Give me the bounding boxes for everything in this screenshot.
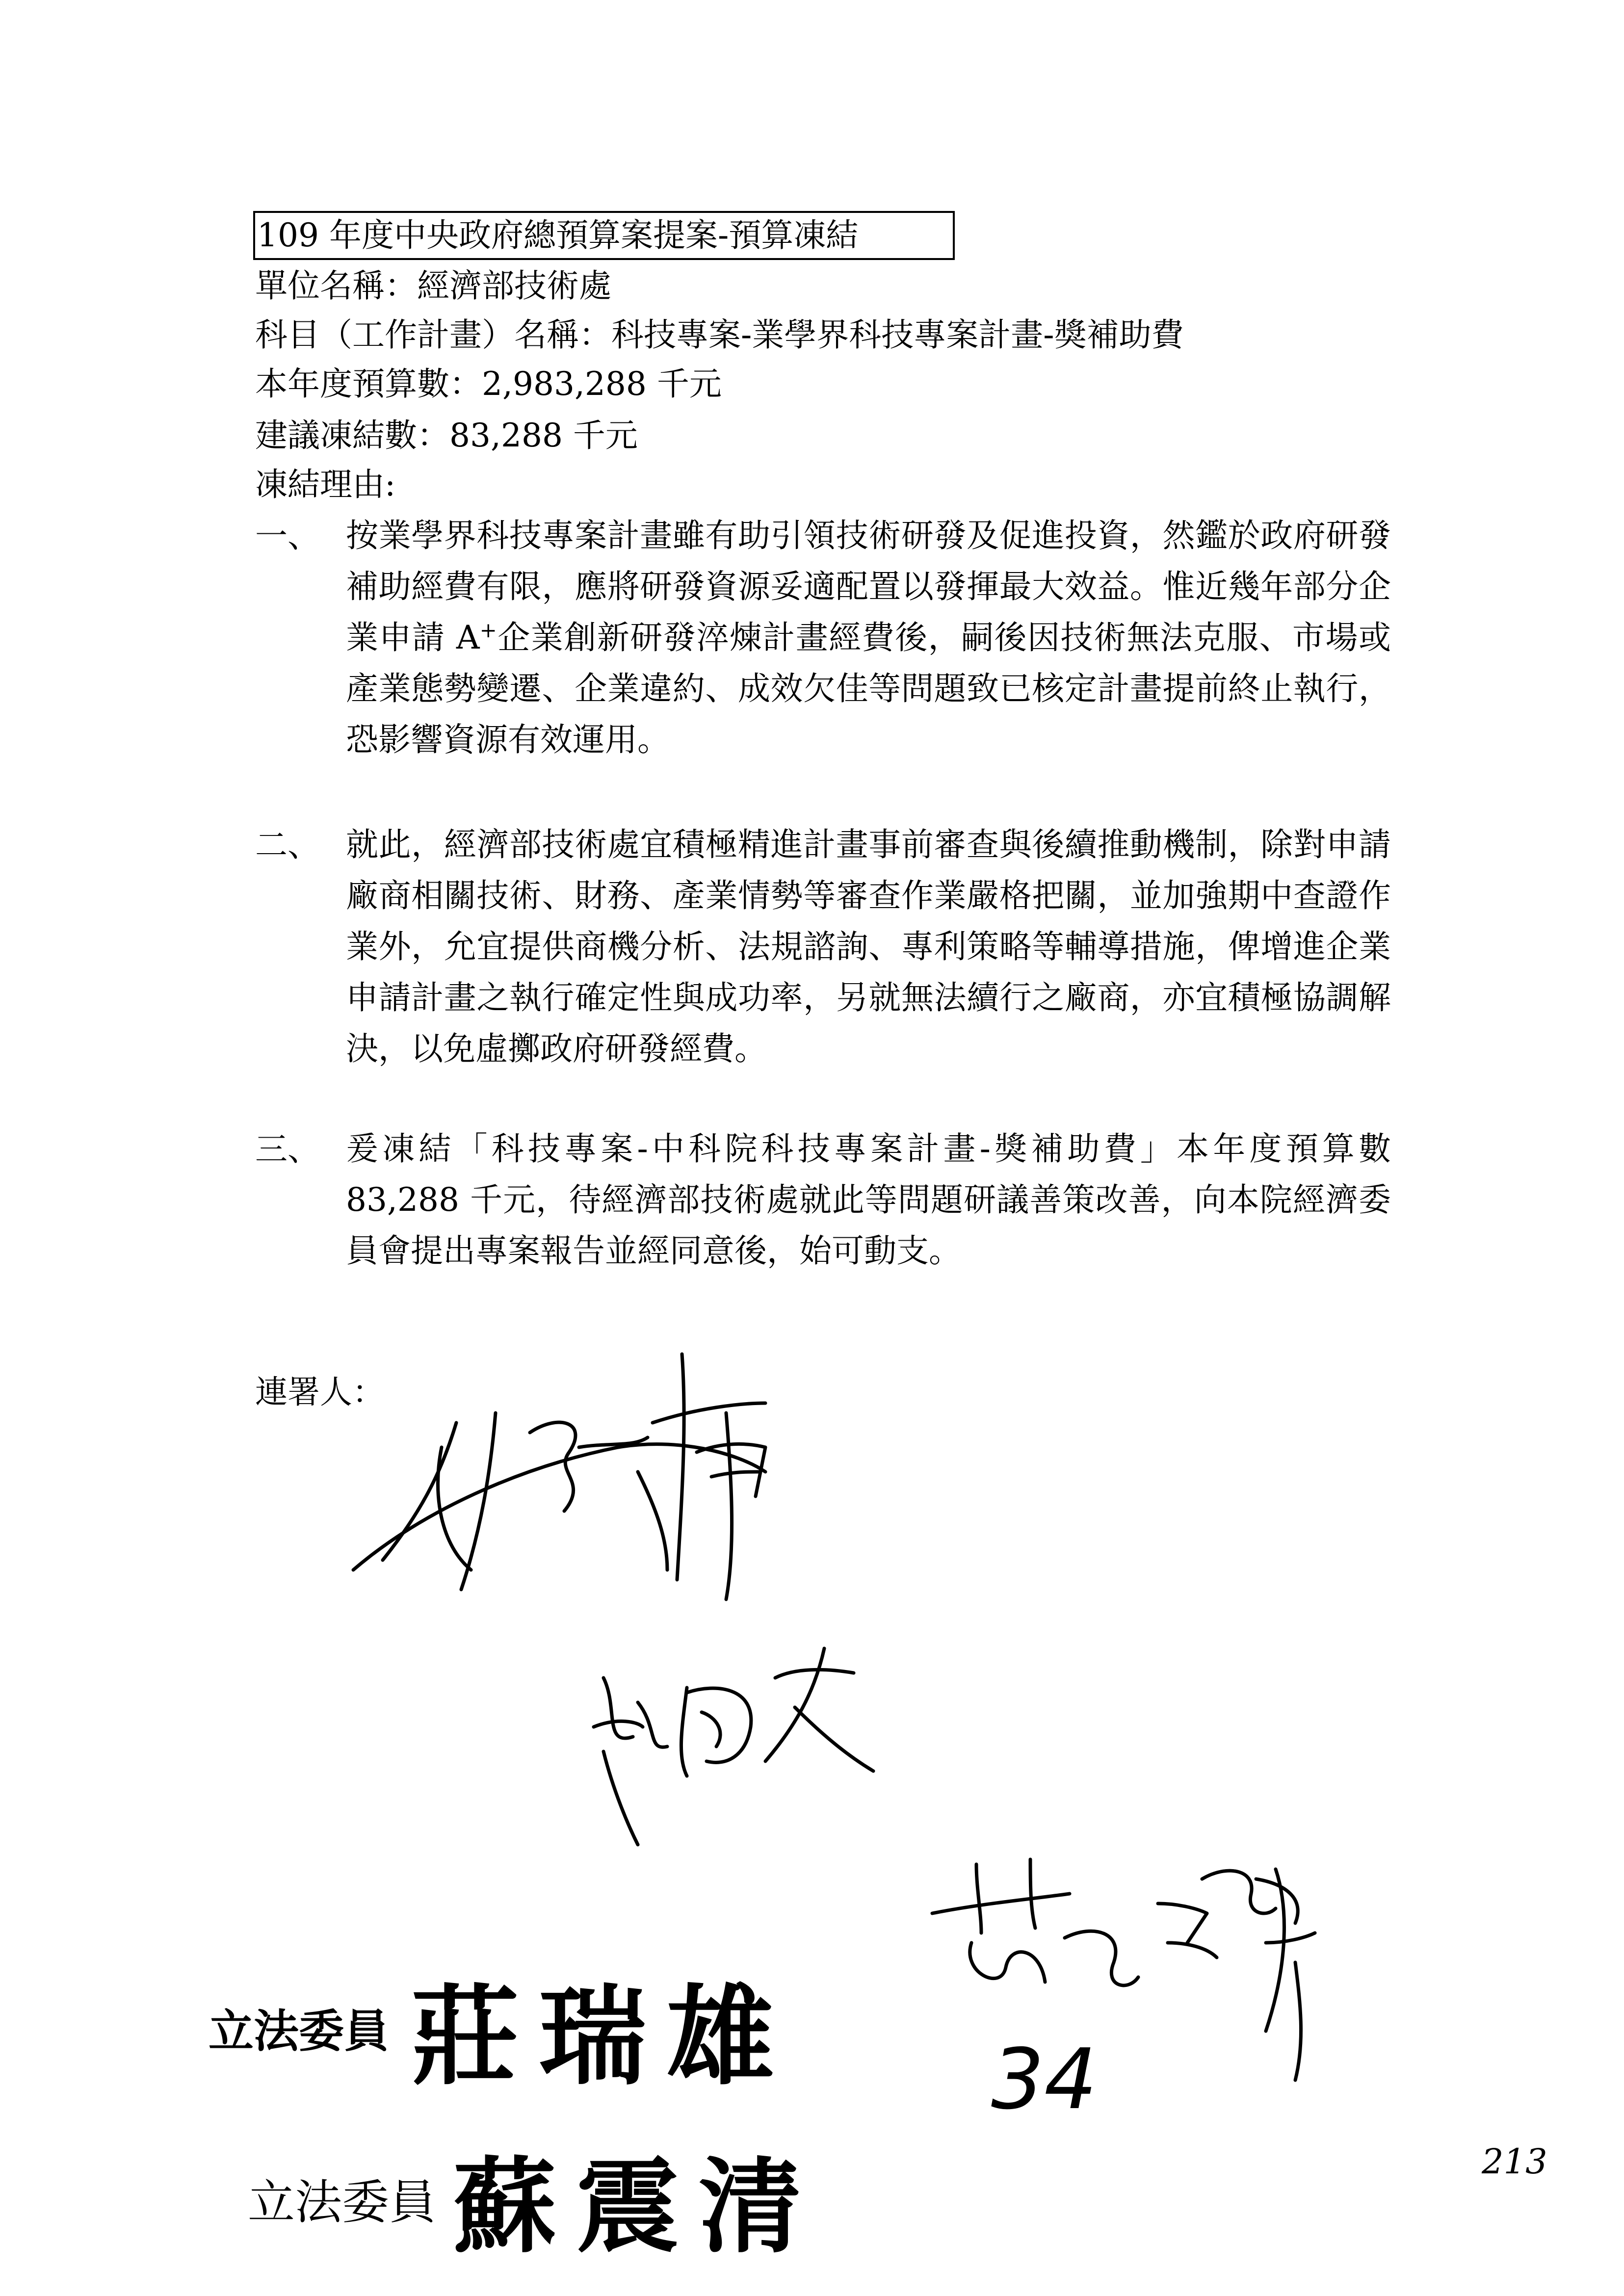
seal-1-label: 立法委員 [209,2005,390,2058]
freeze-amount: 建議凍結數：83,288 千元 [255,417,638,454]
handwritten-signature-1 [353,1354,765,1599]
seal-2-label: 立法委員 [248,2174,436,2230]
reason-1-text-part1: 按業學界科技專案計畫雖有助引領技術研發及促進投資，然鑑於政府研發補助經費有限，應將研發資源妥適配置以發揮最大效益。惟近幾年部分企業申請 A [346,517,1391,656]
reason-3-number: 三、 [255,1130,320,1168]
reason-1-text-part2: 企業創新研發淬煉計畫經費後，嗣後因技術無法克服、市場或產業態勢變遷、企業違約、成效欠佳等問題致已核定計畫提前終止執行，恐影響資源有效運用。 [346,619,1391,758]
reason-3-text: 爰凍結「科技專案-中科院科技專案計畫-獎補助費」本年度預算數 83,288 千元，待經濟部技術處就此等問題研議善策改善，向本院經濟委員會提出專案報告並經同意後，始可動支。 [346,1130,1391,1270]
annual-budget: 本年度預算數：2,983,288 千元 [255,365,722,403]
reasons-label: 凍結理由: [255,466,396,503]
unit-name: 單位名稱：經濟部技術處 [255,267,611,305]
document-title: 109 年度中央政府總預算案提案-預算凍結 [257,216,859,254]
reason-1-number: 一、 [255,517,320,555]
handwritten-number: 34 [991,2031,1098,2128]
reason-2-text: 就此，經濟部技術處宜積極精進計畫事前審查與後續推動機制，除對申請廠商相關技術、財務、產業情勢等審查作業嚴格把關，並加強期中查證作業外，允宜提供商機分析、法規諮詢、專利策略等輔導措施，俾增進企業申請計畫之執行確定性與成功率，另就無法續行之廠商，亦宜積極協調解決，以免虛擲政府研發經費。 [346,826,1391,1068]
legislator-seal-2 [248,2124,821,2272]
legislator-seal-1 [209,1950,794,2105]
handwritten-signature-3 [932,1859,1315,2080]
reason-2-number: 二、 [255,826,320,864]
seal-1-name: 莊瑞雄 [411,1973,794,2100]
seal-2-name: 蘇震清 [453,2146,822,2267]
page-number: 213 [1482,2141,1547,2182]
reason-1-superscript: + [479,618,497,642]
cosigners-label: 連署人： [255,1373,385,1411]
subject-name: 科目（工作計畫）名稱：科技專案-業學界科技專案計畫-獎補助費 [255,316,1184,354]
reason-1-text [346,510,1391,765]
handwritten-signature-2 [594,1648,873,1845]
